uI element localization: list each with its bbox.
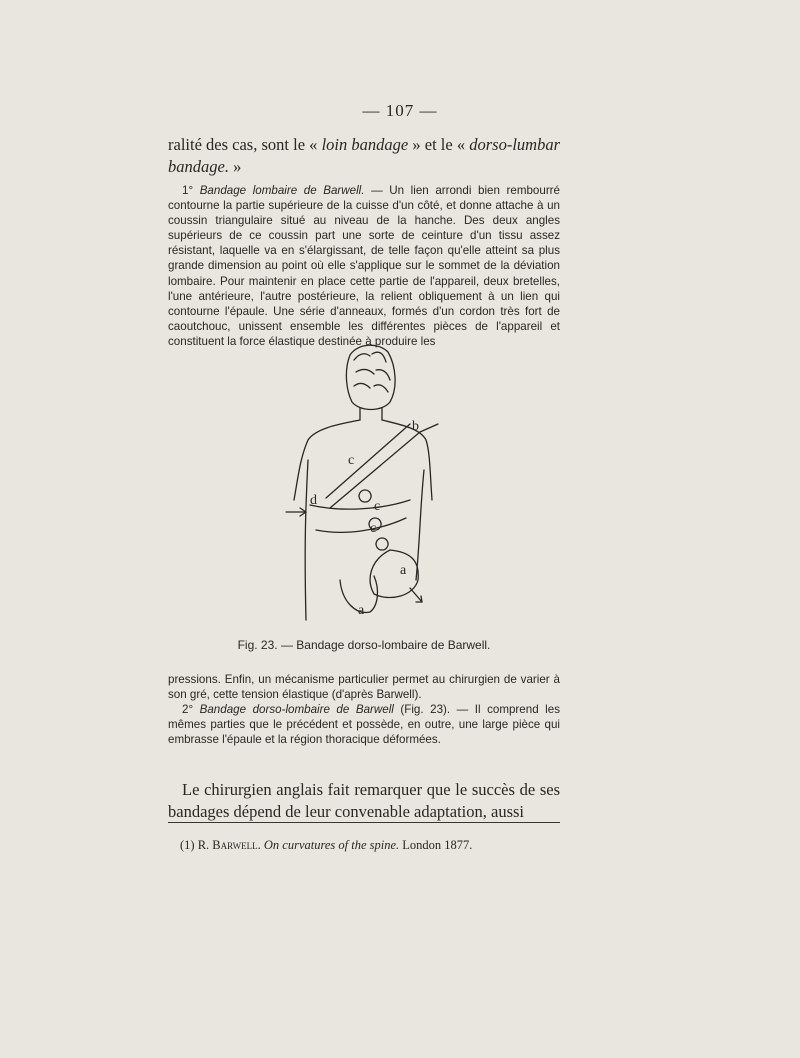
footnote-rest: London 1877. bbox=[399, 838, 473, 852]
label-c3: c bbox=[370, 521, 377, 536]
footnote-rule bbox=[168, 822, 560, 823]
para2-number: 2° bbox=[182, 703, 200, 717]
label-d: d bbox=[310, 493, 317, 508]
hair-strokes bbox=[354, 352, 390, 392]
lead-italic-b: dorso-lumbar bandage. bbox=[168, 135, 560, 176]
paragraph-lombaire bbox=[168, 183, 560, 349]
label-b: b bbox=[412, 419, 419, 434]
para1-body: — Un lien arrondi bien rembourré contourne la partie supérieure de la cuisse d'un côté, et donne attache à un coussin triangulaire situé au niveau de la hanche. Des deux angles supérieurs de ce coussin part une sorte de ceinture d'un tissu assez résistant, laquelle va en s'élargissant, de telle façon qu'elle atteint sa plus grande dimension au point où elle s'applique sur le sommet de la déviation lombaire. Pour maintenir en place cette partie de l'appareil, deux bretelles, l'une antérieure, l'autre postérieure, la relient obliquement à un lien qui contourne l'épaule. Une série d'anneaux, formés d'un cordon très fort de caoutchouc, unissent ensemble les différentes pièces de l'appareil et constituent la force élastique destinée à produire les bbox=[168, 184, 560, 348]
body-paragraph bbox=[168, 762, 560, 839]
label-c1: c bbox=[348, 453, 355, 468]
lead-italic-a: loin bandage bbox=[321, 135, 409, 154]
para2-body: (Fig. 23). — Il comprend les mêmes parties que le précédent et possède, en outre, une large pièce qui embrasse l'épaule et la région thoracique déformées. bbox=[168, 703, 560, 747]
paragraph-dorso-lombaire bbox=[168, 672, 560, 747]
shoulder-strap bbox=[326, 424, 420, 508]
footnote bbox=[180, 838, 560, 853]
lead-text-c: » bbox=[228, 157, 242, 176]
lead-text-a: ralité des cas, sont le « bbox=[168, 135, 322, 154]
para2-title: Bandage dorso-lombaire de Barwell bbox=[199, 703, 394, 717]
label-a2: a bbox=[358, 603, 365, 618]
back-bandage-illustration bbox=[270, 340, 470, 640]
arrow-right bbox=[410, 588, 422, 602]
footnote-author: R. Barwell. bbox=[197, 838, 261, 852]
para1-number: 1° bbox=[182, 184, 200, 197]
footnote-title: On curvatures of the spine. bbox=[260, 838, 400, 852]
page-number: — 107 — bbox=[362, 101, 438, 120]
para1-title: Bandage lombaire de Barwell. bbox=[199, 184, 365, 197]
body-text: Le chirurgien anglais fait remarquer que le succès de ses bandages dépend de leur convenable adaptation, aussi bbox=[168, 779, 560, 821]
head-outline bbox=[346, 345, 395, 409]
lead-text-b: » et le « bbox=[408, 135, 470, 154]
para2-continuation: pressions. Enfin, un mécanisme particulier permet au chirurgien de varier à son gré, cette tension élastique (d'après Barwell). bbox=[168, 673, 560, 702]
footnote-marker: (1) bbox=[180, 838, 198, 852]
arrow-left bbox=[286, 508, 306, 516]
lead-paragraph bbox=[168, 134, 560, 178]
trunk-belt bbox=[310, 500, 410, 532]
figure-illustration bbox=[270, 340, 470, 640]
label-c2: c bbox=[374, 499, 381, 514]
figure-caption: Fig. 23. — Bandage dorso-lombaire de Barwell. bbox=[237, 638, 491, 652]
arrow-shoulder bbox=[420, 424, 438, 432]
label-a1: a bbox=[400, 563, 407, 578]
